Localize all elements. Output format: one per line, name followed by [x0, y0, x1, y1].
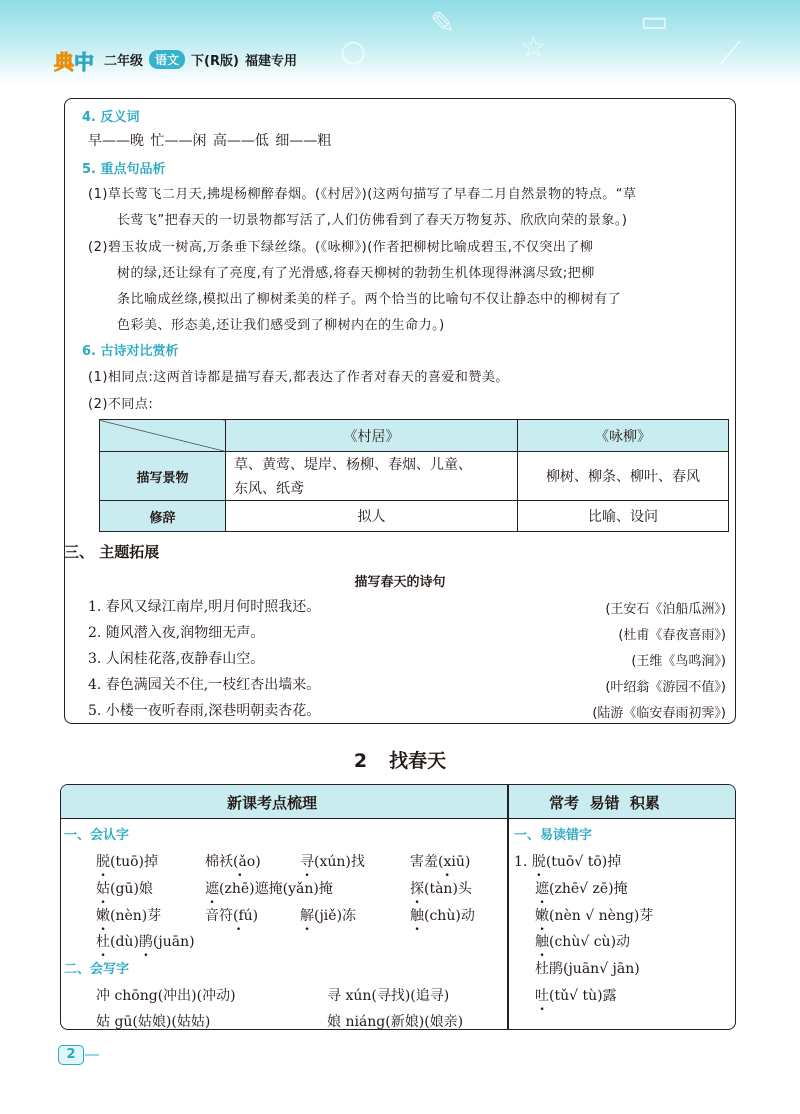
sentence-2-line-3: 条比喻成丝绦,模拟出了柳树柔美的样子。两个恰当的比喻句不仅让静态中的柳树有了 [117, 292, 622, 307]
recog-char: 姑 [96, 881, 110, 897]
recog-pinyin: (jiě) [314, 908, 343, 924]
recog-item-fu [205, 905, 258, 925]
check-icon: √ [580, 934, 590, 950]
recog-item-gu [96, 878, 153, 898]
spring-poems-subtitle: 描写春天的诗句 [354, 575, 446, 590]
page-number: 2 [58, 1045, 84, 1065]
check-icon: √ [599, 961, 609, 977]
poem-line-2: 2. 随风潜入夜,润物细无声。 [88, 625, 265, 641]
section-antonyms-title: 4. 反义词 [82, 110, 140, 125]
recog-word: 找 [350, 854, 365, 870]
mis-correct: (tǔ [549, 988, 570, 1004]
cunju-scenery-line-2: 东风、纸鸢 [234, 481, 304, 497]
table-corner-cell [100, 420, 226, 452]
decor-book-icon: ▭ [640, 4, 669, 39]
mis-word: 掉 [607, 854, 622, 870]
recog-item-ao [205, 851, 261, 871]
poem-source-5: (陆游《临安春雨初霁》) [592, 706, 726, 721]
recog-char: 寻 [300, 854, 314, 870]
mis-index: 1. [514, 854, 532, 870]
table-row-label-rhetoric [100, 501, 226, 532]
misread-item-dujuan [535, 958, 640, 978]
table-header-yongliu: 《咏柳》 [518, 420, 729, 452]
check-icon: √ [585, 908, 595, 924]
misread-chars-title: 一、易读错字 [514, 828, 593, 843]
mis-wrong: tù) [578, 988, 603, 1004]
recog-item-nen [96, 905, 161, 925]
recog-item-jie [300, 905, 356, 925]
misread-item-chu [535, 931, 630, 951]
region-label: 福建专用 [244, 54, 297, 69]
write-item-gu: 姑 gū(姑娘)(姑姑) [96, 1014, 211, 1030]
mis-char: 脱 [531, 854, 546, 870]
table-row-label-scenery [100, 452, 226, 501]
table-cell-yongliu-rhetoric: 比喻、设问 [518, 501, 729, 532]
column-divider [507, 785, 509, 1029]
header-band [0, 0, 800, 84]
mis-correct: (chù [549, 934, 581, 950]
poem-source-4: (叶绍翁《游园不值》) [605, 680, 726, 695]
recog-pinyin: 袄(ǎo) . [219, 854, 261, 870]
grade-label: 二年级 [104, 54, 144, 69]
mis-word: 露 [602, 988, 617, 1004]
poem-compare-table [99, 419, 729, 532]
write-chars-title: 二、会写字 [64, 962, 130, 977]
recog-item-tan [410, 878, 472, 898]
decor-star-icon: ☆ [520, 30, 547, 65]
mis-correct: (nèn [549, 908, 586, 924]
compare-same-point: (1)相同点:这两首诗都是描写春天,都表达了作者对春天的喜爱和赞美。 [88, 370, 509, 385]
table-cell-cunju-scenery [226, 452, 518, 501]
misread-item-nen [535, 905, 653, 925]
section-poem-compare-title: 6. 古诗对比赏析 [82, 344, 179, 359]
mis-wrong: cù) [589, 934, 617, 950]
recog-word: 头 [457, 881, 472, 897]
book-header [104, 50, 297, 69]
edition-label: 下(R版) [191, 54, 239, 69]
recog-char: 触 [410, 908, 424, 924]
mis-correct: (tuō [545, 854, 575, 870]
poem-source-2: (杜甫《春夜喜雨》) [618, 628, 726, 643]
poem-source-1: (王安石《泊船瓜洲》) [605, 602, 726, 617]
check-icon: √ [579, 881, 589, 897]
mis-word: 芽 [639, 908, 654, 924]
write-item-chong: 冲 chōng(冲出)(冲动) [96, 988, 236, 1004]
recog-char: 解 [300, 908, 314, 924]
recog-pinyin: (gū) [110, 881, 139, 897]
sentence-2-line-4: 色彩美、形态美,还让我们感受到了柳树内在的生命力。) [117, 318, 445, 333]
mis-char: 吐 [535, 988, 549, 1004]
brand-char-2: 中 [74, 50, 94, 74]
recog-pinyin-yan: (yǎn) [282, 881, 319, 897]
recog-word: 娘 [138, 881, 153, 897]
rhetoric-label: 修辞 [149, 510, 176, 526]
recog-pinyin: 符(fú) . [219, 908, 258, 924]
new-points-header: 新课考点梳理 [227, 794, 318, 812]
recog-char: 嫩 [96, 908, 110, 924]
recog-char: 棉 [205, 854, 219, 870]
mis-char: 触 [535, 934, 549, 950]
decor-pencil-icon: ✎ [430, 6, 456, 41]
antonym-pairs: 早——晚 忙——闲 高——低 细——粗 [88, 133, 332, 149]
decor-circle-icon: ○ [340, 34, 367, 69]
recog-pinyin: (tuō) [110, 854, 144, 870]
recog-char: 音 [205, 908, 219, 924]
section-theme-expansion-title: 三、 主题拓展 [64, 543, 160, 561]
compare-diff-point: (2)不同点: [88, 397, 154, 412]
check-icon: √ [574, 854, 584, 870]
mis-word: 掩 [613, 881, 628, 897]
recog-item-tuo [96, 851, 158, 871]
recog-char: 脱 [96, 854, 110, 870]
poem-line-5: 5. 小楼一夜听春雨,深巷明朝卖杏花。 [88, 703, 321, 719]
write-item-xun: 寻 xún(寻找)(追寻) [327, 988, 450, 1004]
scenery-label: 描写景物 [136, 470, 189, 486]
mis-char: 遮 [535, 881, 549, 897]
mis-wrong: zē) [588, 881, 614, 897]
subject-badge: 语文 [149, 50, 185, 69]
poem-line-1: 1. 春风又绿江南岸,明月何时照我还。 [88, 599, 321, 615]
section-sentence-analysis-title: 5. 重点句品析 [82, 162, 166, 177]
recog-word: 冻 [342, 908, 357, 924]
recog-pinyin: (xún) [314, 854, 351, 870]
table-cell-cunju-rhetoric: 拟人 [226, 501, 518, 532]
recog-word: 鹃 [138, 934, 153, 950]
poem-line-4: 4. 春色满园关不住,一枝红杏出墙来。 [88, 677, 321, 693]
sentence-2-line-2: 树的绿,还让绿有了亮度,有了光滑感,将春天柳树的勃勃生机体现得淋漓尽致;把柳 [117, 266, 595, 281]
mis-char: 杜鹃 [535, 961, 563, 977]
sentence-1-line-1: (1)草长莺飞二月天,拂堤杨柳醉春烟。(《村居》)(这两句描写了早春二月自然景物的特点。“草 [88, 187, 637, 202]
recog-pinyin: (dù) [110, 934, 139, 950]
recognize-chars-title: 一、会认字 [64, 828, 130, 843]
brand-char-1: 典 [54, 50, 74, 74]
write-item-niang: 娘 niáng(新娘)(娘亲) [327, 1014, 464, 1030]
recog-char: 探 [410, 881, 424, 897]
mis-wrong: nèng) [594, 908, 640, 924]
recog-item-xiu [410, 851, 470, 871]
recog-char: 杜 [96, 934, 110, 950]
sentence-1-line-2: 长莺飞”把春天的一切景物都写活了,人们仿佛看到了春天万物复苏、欣欣向荣的景象。) [117, 213, 628, 228]
recog-item-dujuan [96, 931, 195, 951]
recog-word: 掉 [144, 854, 158, 870]
sentence-2-line-1: (2)碧玉妆成一树高,万条垂下绿丝绦。(《咏柳》)(作者把柳树比喻成碧玉,不仅突出了柳 [88, 240, 594, 255]
table-cell-yongliu-scenery: 柳树、柳条、柳叶、春风 [518, 452, 729, 501]
recog-word-yan: 掩 [318, 881, 333, 897]
recog-item-xun [300, 851, 365, 871]
recog-pinyin: (zhē) [219, 881, 255, 897]
mis-word: 动 [616, 934, 631, 950]
recog-pinyin-juan: (juān) [152, 934, 195, 950]
recog-item-chu [410, 905, 475, 925]
poem-line-3: 3. 人闲桂花落,夜静春山空。 [88, 651, 265, 667]
recog-pinyin: (tàn) [424, 881, 458, 897]
misread-item-zhe [535, 878, 628, 898]
recog-word: 动 [460, 908, 475, 924]
recog-char: 害 [410, 854, 424, 870]
table-header-cunju: 《村居》 [226, 420, 518, 452]
mis-correct: (zhē [549, 881, 580, 897]
poem-source-3: (王维《鸟鸣涧》) [631, 654, 726, 669]
cunju-scenery-line-1: 草、黄莺、堤岸、杨柳、春烟、儿童、 [234, 457, 472, 473]
misread-item-tuo [514, 851, 621, 871]
mis-char: 嫩 [535, 908, 549, 924]
mis-wrong: tō) [583, 854, 608, 870]
recog-pinyin: (chù) [424, 908, 461, 924]
brand-logo [54, 46, 96, 72]
mis-correct: (juān [563, 961, 600, 977]
mis-wrong: jān) [608, 961, 640, 977]
lesson-number: 2 [353, 750, 368, 772]
misread-item-tu [535, 985, 617, 1005]
recog-word: 遮掩 [254, 881, 283, 897]
recog-pinyin: 羞(xiū) . [424, 854, 470, 870]
recog-item-zhe [205, 878, 333, 898]
recog-word: 芽 [147, 908, 162, 924]
lesson-title [0, 746, 800, 773]
recog-pinyin: (nèn) [110, 908, 148, 924]
common-errors-header: 常考 易错 积累 [549, 794, 660, 812]
check-icon: √ [569, 988, 579, 1004]
recog-char: 遮 [205, 881, 219, 897]
decor-ruler-icon: ⟋ [720, 36, 741, 71]
lesson-name: 找春天 [389, 750, 447, 772]
